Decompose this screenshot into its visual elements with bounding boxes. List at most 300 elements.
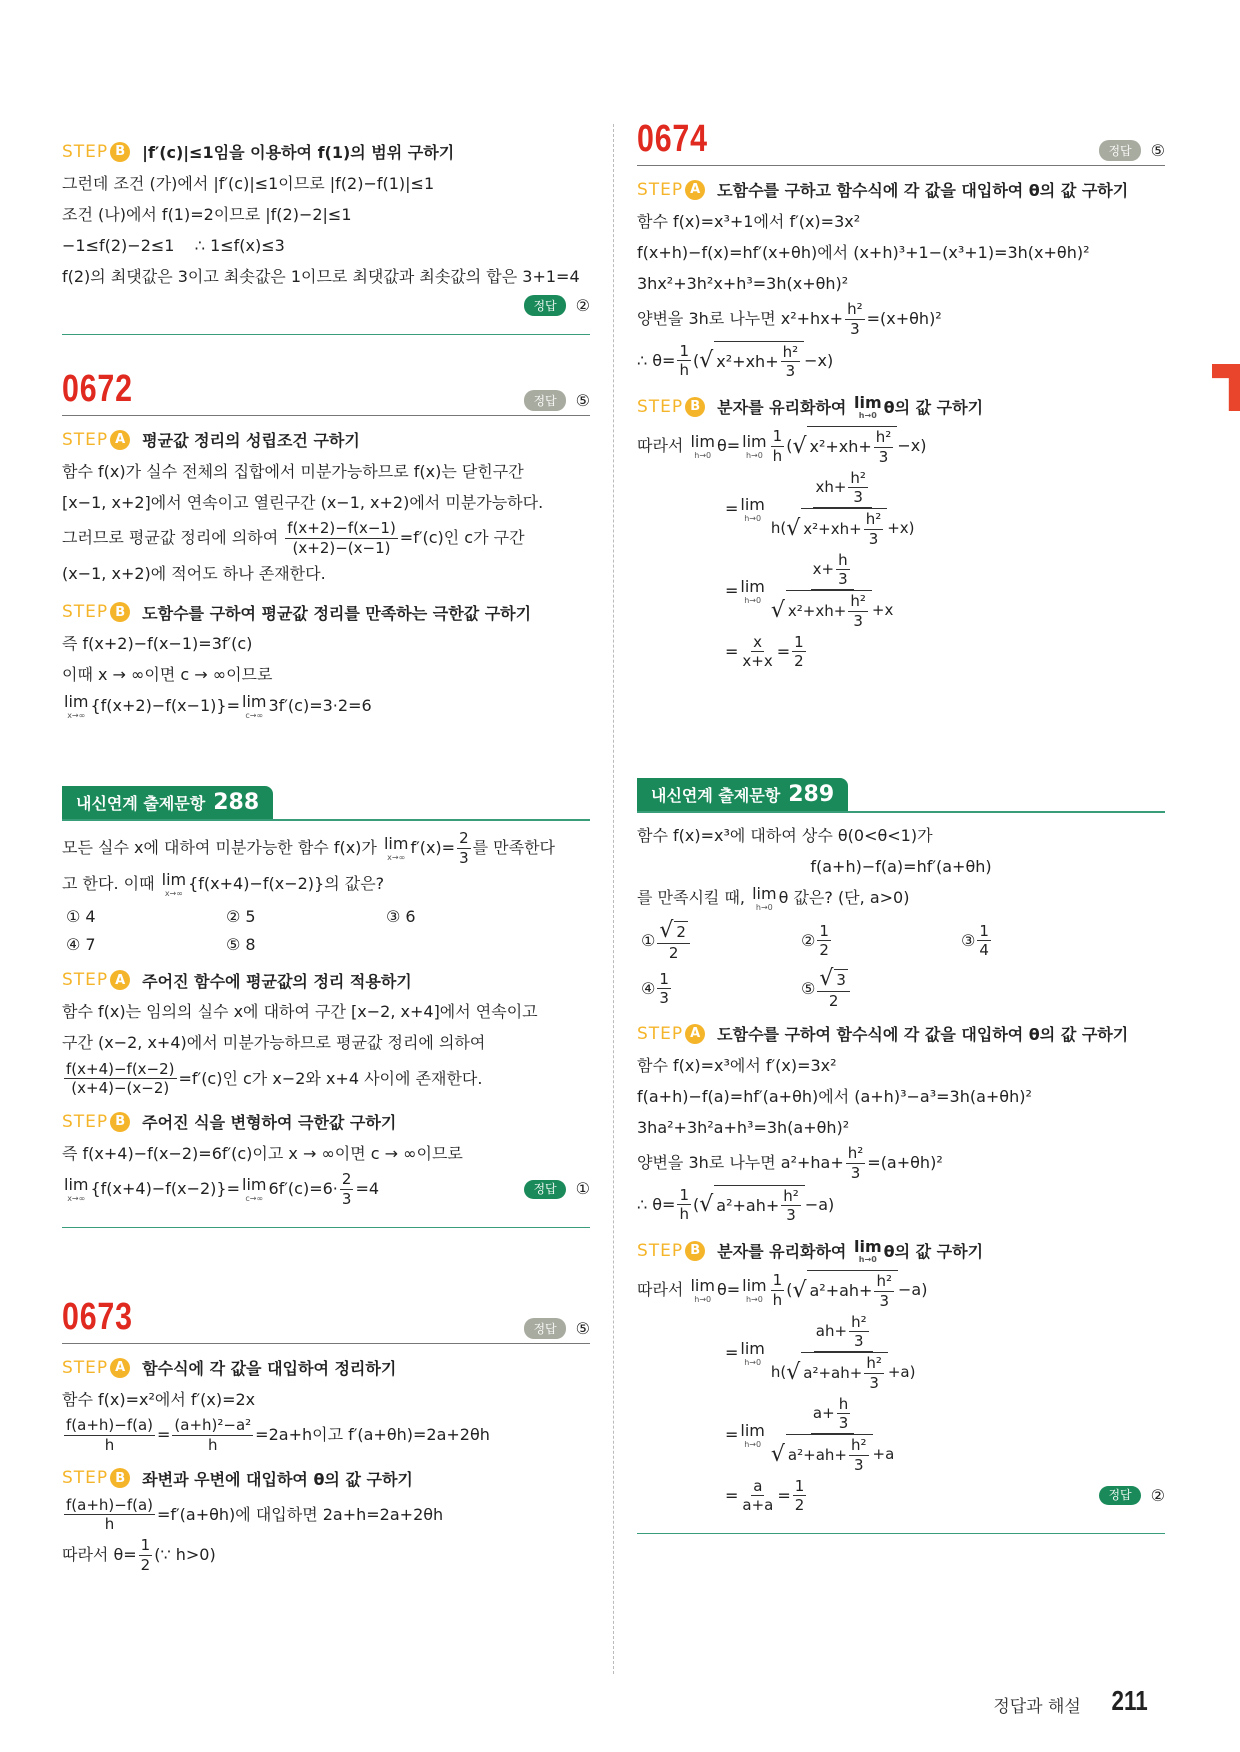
expression (659, 918, 688, 943)
expression (66, 907, 96, 926)
step-badge: B (110, 1468, 130, 1488)
square-root (792, 1270, 898, 1311)
solution-line (62, 1139, 590, 1168)
denominator (69, 1079, 171, 1098)
fraction (677, 1186, 691, 1225)
fraction (64, 1496, 155, 1535)
math-text: θ의 값 구하기 (883, 1242, 984, 1261)
math-text: 3 (853, 1455, 864, 1474)
numerator (977, 922, 991, 941)
answer-value: ⑤ (1150, 141, 1165, 160)
problem-number: 0672 (62, 368, 133, 410)
math-text: √ x²+xh+ (787, 601, 847, 620)
radicand (674, 921, 688, 941)
numerator (874, 428, 894, 448)
radicand (807, 1270, 898, 1311)
lim-word: lim (242, 692, 267, 711)
math-text: (x+2)−(x−1) (292, 538, 391, 557)
solution-line (637, 1185, 1165, 1226)
fraction (846, 1144, 866, 1183)
lim-word: lim (752, 883, 777, 903)
math-text: h² (875, 428, 892, 446)
lim-subscript: h→0 (744, 1439, 762, 1449)
numerator (781, 1187, 801, 1207)
numerator (677, 1186, 691, 1206)
numerator (846, 1144, 866, 1164)
math-text: h (679, 361, 689, 380)
answer-badge: 정답 (1099, 1486, 1140, 1505)
math-text: ( (693, 350, 700, 370)
answer-value: ⑤ (575, 1319, 590, 1338)
math-text: = (777, 1485, 791, 1505)
math-text: ah+ (815, 1322, 848, 1341)
math-text: 3 (853, 488, 863, 507)
fraction (781, 343, 801, 382)
math-text: √ 2 (676, 922, 686, 941)
answer-marker (1099, 140, 1165, 161)
fraction (848, 469, 868, 508)
limit (64, 692, 88, 720)
step-heading (62, 969, 590, 992)
denominator (771, 447, 785, 466)
expression (641, 918, 692, 962)
fraction (848, 592, 868, 631)
math-text: 함수 f(x)=x³에서 f′(x)=3x² (637, 1055, 837, 1075)
solution-line (637, 300, 1165, 339)
numerator (845, 300, 865, 320)
numerator (849, 1436, 869, 1456)
math-text: = (725, 580, 739, 600)
solution-line (637, 551, 1165, 631)
denominator (817, 941, 831, 959)
solution-line (62, 661, 590, 690)
fraction (771, 1271, 785, 1310)
solution-line (637, 633, 1165, 672)
math-text: ∴ θ= (637, 1194, 676, 1214)
math-text: ( (786, 436, 793, 456)
expression (961, 922, 993, 959)
solution-line (637, 852, 1165, 881)
math-text: 2 (819, 940, 829, 959)
expression (637, 1185, 834, 1226)
math-text: h (838, 1394, 849, 1413)
math-text: h (104, 1515, 115, 1534)
math-text: √ x²+xh+ (809, 437, 872, 457)
math-text: 3 (868, 529, 879, 548)
expression (637, 300, 942, 339)
math-text: 1 (979, 921, 989, 940)
denominator (848, 320, 862, 339)
expression (717, 1237, 983, 1264)
math-text: 3 (838, 570, 848, 589)
radicand (801, 508, 887, 549)
numerator (817, 966, 850, 992)
step-heading (62, 601, 590, 624)
numerator (657, 970, 671, 989)
fraction (874, 1272, 894, 1311)
answer-badge: 정답 (1099, 140, 1140, 161)
related-problem-header (62, 786, 590, 821)
related-problem-289 (637, 778, 1165, 1534)
limit (740, 577, 764, 605)
math-text: 3 (878, 447, 889, 466)
math-text: 함수 f(x)=x²에서 f′(x)=2x (62, 1389, 256, 1409)
math-text: 6f′(c)=6· (268, 1179, 338, 1199)
math-text: = (725, 641, 739, 661)
math-text: √ a²+ah+ (716, 1195, 780, 1215)
lim-subscript: h→0 (858, 1255, 877, 1264)
expression (716, 1187, 803, 1226)
numerator (457, 829, 471, 849)
expression (810, 857, 991, 877)
math-text: h² (876, 1272, 892, 1290)
fraction (677, 342, 691, 381)
lim-word: lim (742, 1276, 767, 1296)
answer-value: ⑤ (575, 391, 590, 410)
math-text: ② (801, 930, 816, 950)
answer-choices (66, 905, 590, 957)
problem-header (62, 1296, 590, 1344)
step-label: STEP (62, 429, 109, 450)
expression (771, 590, 893, 631)
limit (242, 692, 266, 720)
math-text: ① (641, 930, 656, 950)
related-problem-label (62, 786, 273, 819)
related-problem-288 (62, 786, 590, 1228)
fraction (837, 1395, 851, 1434)
answer-value: ② (1150, 1485, 1165, 1505)
limit (64, 1175, 88, 1203)
lim-word: lim (690, 1276, 715, 1296)
solution-line (62, 1029, 590, 1058)
expression (62, 1416, 490, 1455)
numerator (172, 1416, 253, 1436)
lim-word: lim (161, 870, 187, 889)
math-text: 모든 실수 x에 대하여 미분가능한 함수 f(x)가 (62, 838, 382, 858)
expression (788, 1436, 871, 1475)
step-heading (637, 1022, 1165, 1045)
radicand (714, 341, 804, 382)
numerator (837, 1395, 851, 1415)
expression (62, 267, 580, 287)
math-text: 3 (850, 319, 860, 338)
denominator (340, 1190, 354, 1209)
denominator (291, 539, 393, 558)
solution-line (62, 870, 590, 899)
lim-subscript: h→0 (858, 411, 877, 420)
step-badge: A (685, 1024, 705, 1044)
related-problem-title: 내신연계 출제문항 (651, 786, 781, 805)
denominator (851, 488, 865, 507)
math-text: 3 (869, 1373, 879, 1392)
math-text: ⑤ 8 (226, 935, 256, 954)
page-number: 211 (1111, 1685, 1148, 1716)
square-root (786, 1352, 888, 1393)
radicand (786, 590, 872, 631)
step-label: STEP (637, 179, 684, 200)
solution-line (62, 560, 590, 589)
math-text: θ의 값 구하기 (883, 398, 984, 417)
fraction (769, 1395, 896, 1475)
step-heading (62, 1356, 590, 1379)
expression (637, 274, 848, 294)
solution-line (637, 821, 1165, 850)
numerator (657, 918, 690, 944)
math-text: ④ 7 (66, 935, 96, 954)
expression (725, 1395, 898, 1475)
expression (725, 551, 897, 631)
numerator (849, 1313, 869, 1333)
math-text: f(a+h)−f(a) (66, 1416, 153, 1434)
step-label: STEP (637, 1023, 684, 1044)
step-heading (637, 1237, 1165, 1264)
expression (637, 212, 860, 232)
math-text: xh+ (815, 478, 847, 497)
limit (742, 432, 766, 460)
expression (771, 508, 915, 549)
expression (637, 1087, 1032, 1107)
math-text: 그러므로 평균값 정리에 의하여 (62, 528, 284, 548)
math-text: √ a²+ah+ (809, 1281, 873, 1301)
step-badge: A (110, 970, 130, 990)
math-text: 1 (772, 1271, 783, 1289)
choice-option (801, 966, 961, 1010)
square-root (699, 1185, 805, 1226)
numerator (781, 343, 801, 363)
numerator (792, 633, 806, 653)
answer-marker (524, 1318, 590, 1339)
expression (717, 393, 983, 420)
denominator (771, 1291, 785, 1310)
fraction (781, 1187, 801, 1226)
denominator (740, 652, 774, 671)
math-text: (∵ h>0) (154, 1545, 216, 1565)
answer-marker (524, 1179, 590, 1199)
related-problem-title: 내신연계 출제문항 (76, 794, 206, 813)
expression (815, 469, 869, 508)
expression (836, 971, 846, 989)
step-label: STEP (62, 1357, 109, 1378)
math-text: 3 (659, 988, 669, 1007)
math-text: 함수 f(x)=x³+1에서 f′(x)=3x² (637, 211, 861, 231)
expression (717, 1022, 1128, 1045)
answer-value: ② (575, 296, 590, 315)
math-text: 양변을 3h로 나누면 x²+hx+ (637, 309, 844, 329)
math-text: f(x+h)−f(x)=hf′(x+θh)에서 (x+h)³+1−(x³+1)=3h(x+θh)² (637, 242, 1090, 262)
step-heading (637, 178, 1165, 201)
step-label: STEP (62, 602, 109, 622)
math-text: 2 (828, 992, 839, 1010)
expression (62, 665, 272, 685)
choice-option (961, 918, 1121, 962)
solution-line (62, 457, 590, 486)
limit (854, 1237, 882, 1264)
solution-line (637, 1051, 1165, 1080)
expression (62, 1496, 443, 1535)
numerator (793, 1477, 807, 1497)
limit (162, 870, 186, 898)
step-label: STEP (62, 1468, 109, 1488)
math-text: =f′(c)인 c가 x−2와 x+4 사이에 존재한다. (178, 1068, 483, 1088)
step-heading (637, 393, 1165, 420)
expression (142, 140, 454, 163)
math-text: a (753, 1476, 763, 1495)
solution-line (62, 200, 590, 229)
math-text: h² (847, 300, 863, 318)
math-text: 즉 f(x+4)−f(x−2)=6f′(c)이고 x → ∞이면 c → ∞이므로 (62, 1143, 463, 1163)
fraction (874, 428, 894, 467)
expression (771, 1434, 894, 1475)
lim-subscript: h→0 (744, 1357, 762, 1367)
solution-line (62, 1496, 590, 1535)
answer-choices (641, 918, 1165, 1010)
step-label: STEP (637, 396, 684, 417)
expression (637, 243, 1090, 263)
expression (637, 426, 926, 467)
math-text: h( (770, 518, 787, 537)
lim-word: lim (690, 432, 715, 452)
denominator (837, 1414, 851, 1433)
expression (62, 829, 555, 868)
denominator (769, 1352, 918, 1393)
numerator (64, 1496, 155, 1516)
choice-option (801, 918, 961, 962)
square-root (786, 508, 887, 549)
denominator (852, 1332, 866, 1351)
expression (637, 1144, 943, 1183)
solution-line (637, 1144, 1165, 1183)
expression (801, 922, 833, 959)
expression (813, 1395, 852, 1434)
chapter-tab-marker (1212, 364, 1240, 411)
problem-number: 0673 (62, 1296, 133, 1338)
expression (676, 923, 686, 941)
expression (62, 634, 252, 654)
math-text: 1 (659, 969, 669, 988)
math-text: 따라서 (637, 436, 689, 456)
limit (742, 1276, 766, 1304)
math-text: h² (783, 1186, 799, 1205)
denominator (457, 849, 471, 868)
denominator (769, 590, 895, 631)
math-text: h² (847, 1144, 864, 1162)
math-text: 3 (879, 1291, 889, 1310)
denominator (852, 1456, 866, 1475)
step-label: STEP (637, 1240, 684, 1261)
math-text: h (104, 1435, 115, 1454)
lim-subscript: h→0 (744, 595, 762, 605)
answer-value: ① (575, 1179, 590, 1199)
radicand (807, 426, 897, 467)
math-text: 4 (979, 940, 989, 959)
expression (62, 174, 434, 194)
math-text: f(x+4)−f(x−2) (66, 1059, 175, 1078)
math-text: h² (782, 342, 799, 361)
math-text: = (157, 1425, 171, 1445)
math-text: ( (786, 1280, 793, 1300)
numerator (751, 1477, 764, 1497)
denominator (677, 361, 691, 380)
math-text: ① 4 (66, 907, 96, 926)
solution-0674 (637, 118, 1165, 673)
square-root (659, 918, 688, 943)
expression (801, 966, 852, 1010)
step-badge: B (685, 397, 705, 417)
fraction (64, 1060, 177, 1099)
expression (717, 178, 1128, 201)
numerator (848, 469, 868, 489)
math-text: 1 (794, 1476, 805, 1495)
math-text: 2 (668, 944, 679, 962)
denominator (769, 1434, 896, 1475)
solution-0673 (62, 1296, 590, 1577)
choice-option (66, 933, 226, 957)
math-text: θ= (716, 436, 741, 456)
denominator (877, 448, 891, 467)
denominator (677, 1205, 691, 1224)
denominator (784, 1206, 798, 1225)
radicand (714, 1185, 805, 1226)
math-text: 1 (794, 632, 804, 651)
solution-line (637, 1082, 1165, 1111)
step-label: STEP (62, 141, 109, 162)
math-text: f(2)의 최댓값은 3이고 최솟값은 1이므로 최댓값과 최솟값의 합은 3+1=4 (62, 266, 580, 286)
expression (62, 1390, 255, 1410)
numerator (874, 1272, 894, 1292)
math-text: 도함수를 구하고 함수식에 각 값을 대입하여 θ의 값 구하기 (717, 181, 1129, 200)
numerator (864, 510, 884, 530)
expression (725, 633, 808, 672)
expression (62, 1060, 482, 1099)
fraction (657, 970, 671, 1007)
expression (725, 469, 919, 549)
lim-subscript: h→0 (744, 513, 762, 523)
expression (62, 1002, 538, 1022)
expression (716, 343, 802, 382)
related-problem-header (637, 778, 1165, 813)
math-text: 좌변과 우변에 대입하여 θ의 값 구하기 (142, 1469, 413, 1489)
lim-word: lim (64, 692, 89, 711)
math-text: f(a+h)−f(a) (66, 1495, 153, 1514)
expression (142, 428, 360, 451)
math-text: = (725, 1424, 739, 1444)
math-text: 조건 (나)에서 f(1)=2이므로 |f(2)−2|≤1 (62, 204, 352, 224)
answer-marker (524, 390, 590, 411)
fraction (849, 1313, 869, 1352)
math-text: |f′(c)|≤1임을 이용하여 f(1)의 범위 구하기 (142, 143, 455, 162)
math-text: 2 (459, 829, 469, 847)
fraction (340, 1170, 354, 1209)
math-text: = (776, 641, 791, 661)
math-text: h (838, 550, 848, 569)
numerator (811, 551, 854, 591)
footer-title: 정답과 해설 (993, 1697, 1081, 1717)
expression (637, 1118, 849, 1138)
solution-line (637, 1477, 1165, 1516)
solution-line (637, 238, 1165, 267)
math-text: +a (872, 1444, 895, 1463)
solution-line (62, 998, 590, 1027)
denominator (793, 1496, 807, 1515)
column-divider (613, 124, 614, 1674)
section-divider (62, 334, 590, 335)
denominator (827, 992, 841, 1010)
math-text: 3 (341, 1189, 352, 1208)
math-text: h (772, 1290, 783, 1309)
math-text: ∴ θ= (637, 350, 676, 370)
math-text: 이때 x → ∞이면 c → ∞이므로 (62, 665, 273, 684)
solution-line (62, 169, 590, 198)
